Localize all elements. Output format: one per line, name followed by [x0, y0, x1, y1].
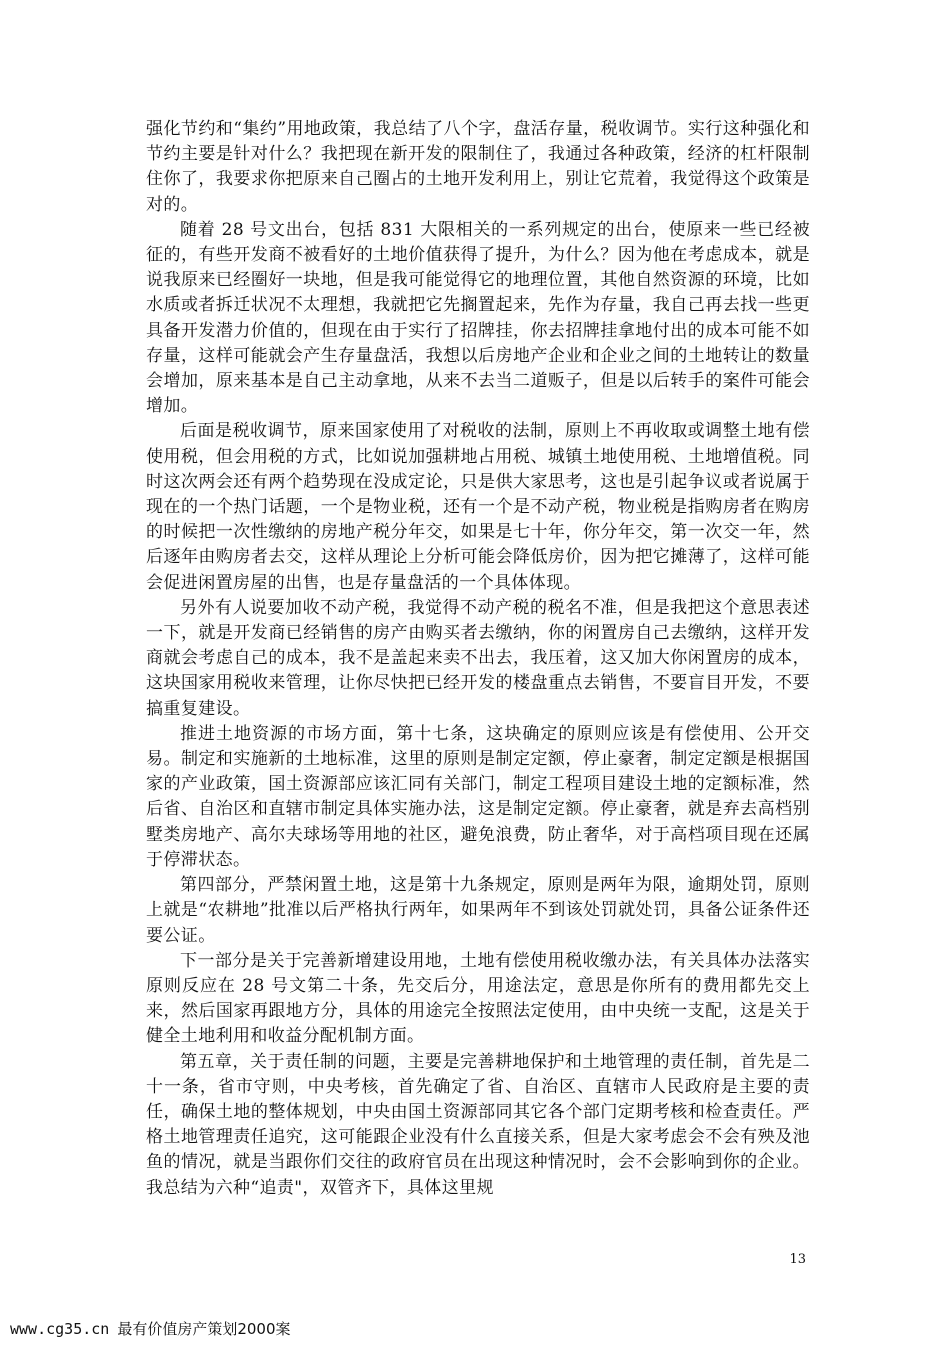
paragraph-3: 后面是税收调节，原来国家使用了对税收的法制，原则上不再收取或调整土地有偿使用税，但会用税的方式，比如说加强耕地占用税、城镇土地使用税、土地增值税。同时这次两会还有两个趋势现在没成定论，只是供大家思考，这也是引起争议或者说属于现在的一个热门话题，一个是物业税，还有一个是不动产税，物业税是指购房者在购房的时候把一次性缴纳的房地产税分年交，如果是七十年，你分年交，第一次交一年，然后逐年由购房者去交，这样从理论上分析可能会降低房价，因为把它摊薄了，这样可能会促进闲置房屋的出售，也是存量盘活的一个具体体现。 [146, 421, 810, 593]
footer-url[interactable]: www.cg35.cn [10, 1320, 110, 1338]
paragraph-5: 推进土地资源的市场方面，第十七条，这块确定的原则应该是有偿使用、公开交易。制定和实施新的土地标准，这里的原则是制定定额，停止豪奢，制定定额是根据国家的产业政策，国土资源部应该汇同有关部门，制定工程项目建设土地的定额标准，然后省、自治区和直辖市制定具体实施办法，这是制定定额。停止豪奢，就是弃去高档别墅类房地产、高尔夫球场等用地的社区，避免浪费，防止奢华，对于高档项目现在还属于停滞状态。 [146, 723, 810, 870]
paragraph-7: 下一部分是关于完善新增建设用地，土地有偿使用税收缴办法，有关具体办法落实原则反应在 28 号文第二十条，先交后分，用途法定，意思是你所有的费用都先交上来，然后国家再跟地方分，具体的用途完全按照法定使用，由中央统一支配，这是关于健全土地利用和收益分配机制方面。 [146, 950, 810, 1047]
page-footer [10, 1318, 291, 1339]
paragraph-2: 随着 28 号文出台，包括 831 大限相关的一系列规定的出台，使原来一些已经被征的，有些开发商不被看好的土地价值获得了提升，为什么？因为他在考虑成本，就是说我原来已经圈好一块地，但是我可能觉得它的地理位置，其他自然资源的环境，比如水质或者拆迁状况不太理想，我就把它先搁置起来，先作为存量，我自己再去找一些更具备开发潜力价值的，但现在由于实行了招牌挂，你去招牌挂拿地付出的成本可能不如存量，这样可能就会产生存量盘活，我想以后房地产企业和企业之间的土地转让的数量会增加，原来基本是自己主动拿地，从来不去当二道贩子，但是以后转手的案件可能会增加。 [146, 219, 810, 417]
page-number: 13 [789, 1252, 806, 1267]
paragraph-4: 另外有人说要加收不动产税，我觉得不动产税的税名不准，但是我把这个意思表述一下，就是开发商已经销售的房产由购买者去缴纳，你的闲置房自己去缴纳，这样开发商就会考虑自己的成本，我不是盖起来卖不出去，我压着，这又加大你闲置房的成本，这块国家用税收来管理，让你尽快把已经开发的楼盘重点去销售，不要盲目开发，不要搞重复建设。 [146, 597, 810, 719]
paragraph-8: 第五章，关于责任制的问题，主要是完善耕地保护和土地管理的责任制，首先是二十一条，省市守则，中央考核，首先确定了省、自治区、直辖市人民政府是主要的责任，确保土地的整体规划，中央由国土资源部同其它各个部门定期考核和检查责任。严格土地管理责任追究，这可能跟企业没有什么直接关系，但是大家考虑会不会有殃及池鱼的情况，就是当跟你们交往的政府官员在出现这种情况时，会不会影响到你的企业。我总结为六种“追责"，双管齐下，具体这里规 [146, 1051, 810, 1198]
document-body [146, 117, 810, 1201]
paragraph-1: 强化节约和“集约”用地政策，我总结了八个字，盘活存量，税收调节。实行这种强化和节约主要是针对什么？我把现在新开发的限制住了，我通过各种政策，经济的杠杆限制住你了，我要求你把原来自己圈占的土地开发利用上，别让它荒着，我觉得这个政策是对的。 [146, 119, 810, 215]
footer-tagline: 最有价值房产策划2000案 [117, 1320, 291, 1338]
paragraph-6: 第四部分，严禁闲置土地，这是第十九条规定，原则是两年为限，逾期处罚，原则上就是“农耕地”批准以后严格执行两年，如果两年不到该处罚就处罚，具备公证条件还要公证。 [146, 875, 810, 946]
